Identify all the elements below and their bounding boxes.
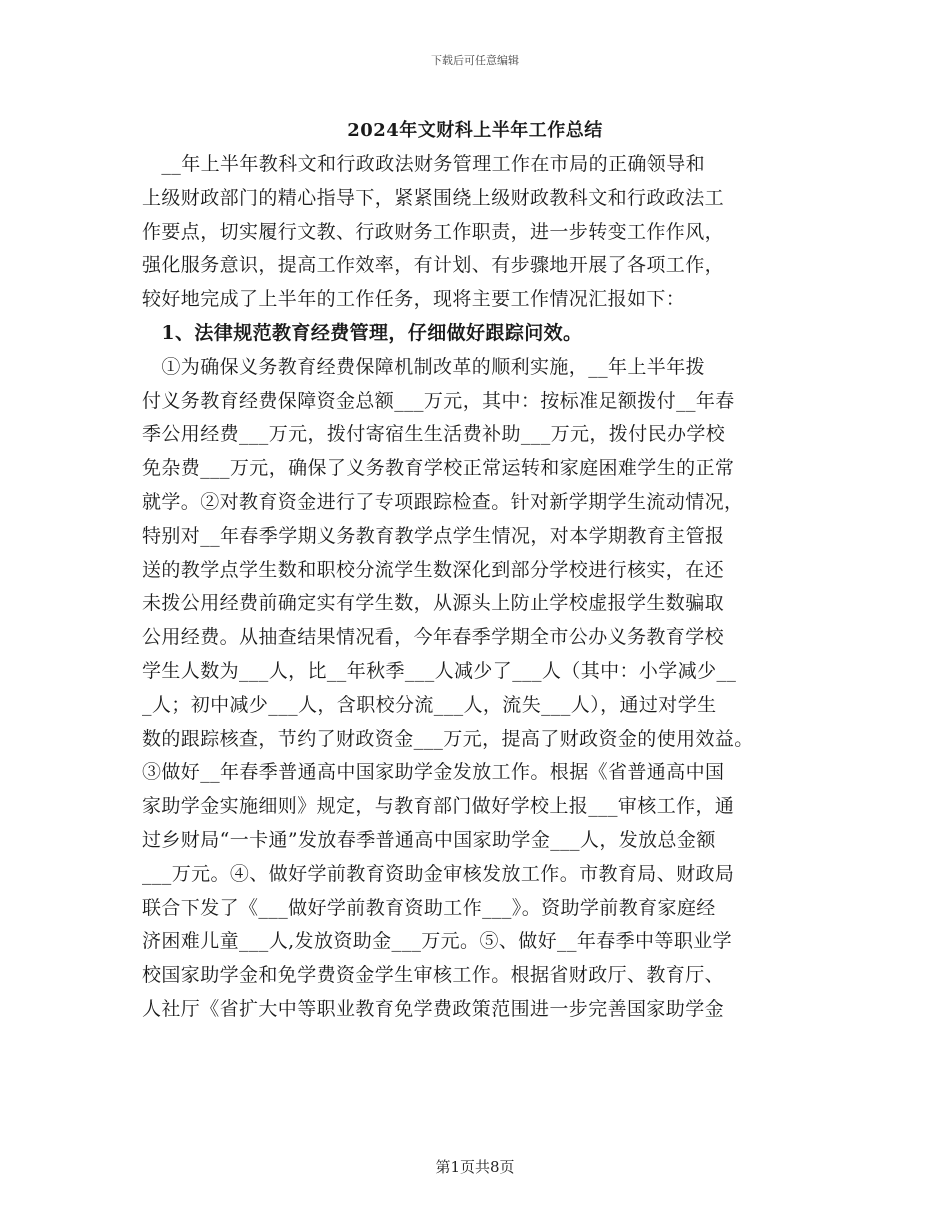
body-line: 特别对__年春季学期义务教育教学点学生情况，对本学期教育主管报	[142, 524, 725, 547]
document-body	[142, 148, 812, 1027]
body-line: 未拨公用经费前确定实有学生数，从源头上防止学校虚报学生数骗取	[142, 592, 725, 615]
body-line: 济困难儿童___人,发放资助金___万元。⑤、做好__年春季中等职业学	[142, 930, 733, 953]
body-line: ①为确保义务教育经费保障机制改革的顺利实施，__年上半年拨	[142, 355, 706, 378]
body-line: ___万元。④、做好学前教育资助金审核发放工作。市教育局、财政局	[142, 862, 735, 885]
body-line: 免杂费___万元，确保了义务教育学校正常运转和家庭困难学生的正常	[142, 457, 735, 480]
body-line: 学生人数为___人，比__年秋季___人减少了___人（其中：小学减少__	[142, 659, 737, 682]
header-note: 下载后可任意编辑	[431, 54, 519, 67]
body-line: ③做好__年春季普通高中国家助学金发放工作。根据《省普通高中国	[142, 761, 725, 784]
document-title: 2024年文财科上半年工作总结	[347, 120, 603, 141]
body-line: 送的教学点学生数和职校分流学生数深化到部分学校进行核实，在还	[142, 558, 725, 581]
body-line: 过乡财局“一卡通”发放春季普通高中国家助学金___人，发放总金额	[142, 828, 716, 851]
body-line: 校国家助学金和免学费资金学生审核工作。根据省财政厅、教育厅、	[142, 964, 725, 987]
body-line: 就学。②对教育资金进行了专项跟踪检查。针对新学期学生流动情况，	[142, 490, 744, 513]
body-line: 作要点，切实履行文教、行政财务工作职责，进一步转变工作作风，	[142, 220, 725, 243]
body-line: 较好地完成了上半年的工作任务，现将主要工作情况汇报如下：	[142, 288, 686, 311]
body-line: 季公用经费___万元，拨付寄宿生生活费补助___万元，拨付民办学校	[142, 423, 726, 446]
body-line: __年上半年教科文和行政政法财务管理工作在市局的正确领导和	[142, 153, 706, 175]
section-heading: 1、法律规范教育经费管理，仔细做好跟踪问效。	[142, 321, 583, 344]
body-line: 公用经费。从抽查结果情况看，今年春季学期全市公办义务教育学校	[142, 626, 725, 649]
body-line: 联合下发了《___做好学前教育资助工作___》。资助学前教育家庭经	[142, 896, 716, 919]
body-line: 人社厅《省扩大中等职业教育免学费政策范围进一步完善国家助学金	[142, 997, 725, 1020]
body-line: 强化服务意识，提高工作效率，有计划、有步骤地开展了各项工作，	[142, 254, 725, 277]
body-line: 上级财政部门的精心指导下，紧紧围绕上级财政教科文和行政政法工	[142, 186, 725, 209]
body-line: 付义务教育经费保障资金总额___万元，其中：按标准足额拨付__年春	[142, 389, 735, 412]
body-line: 数的跟踪核查，节约了财政资金___万元，提高了财政资金的使用效益。	[142, 727, 754, 750]
body-line: 家助学金实施细则》规定，与教育部门做好学校上报___审核工作，通	[142, 795, 735, 818]
page-indicator: 第1页共8页	[435, 1158, 515, 1176]
body-line: _人；初中减少___人，含职校分流___人，流失___人），通过对学生	[142, 693, 717, 716]
